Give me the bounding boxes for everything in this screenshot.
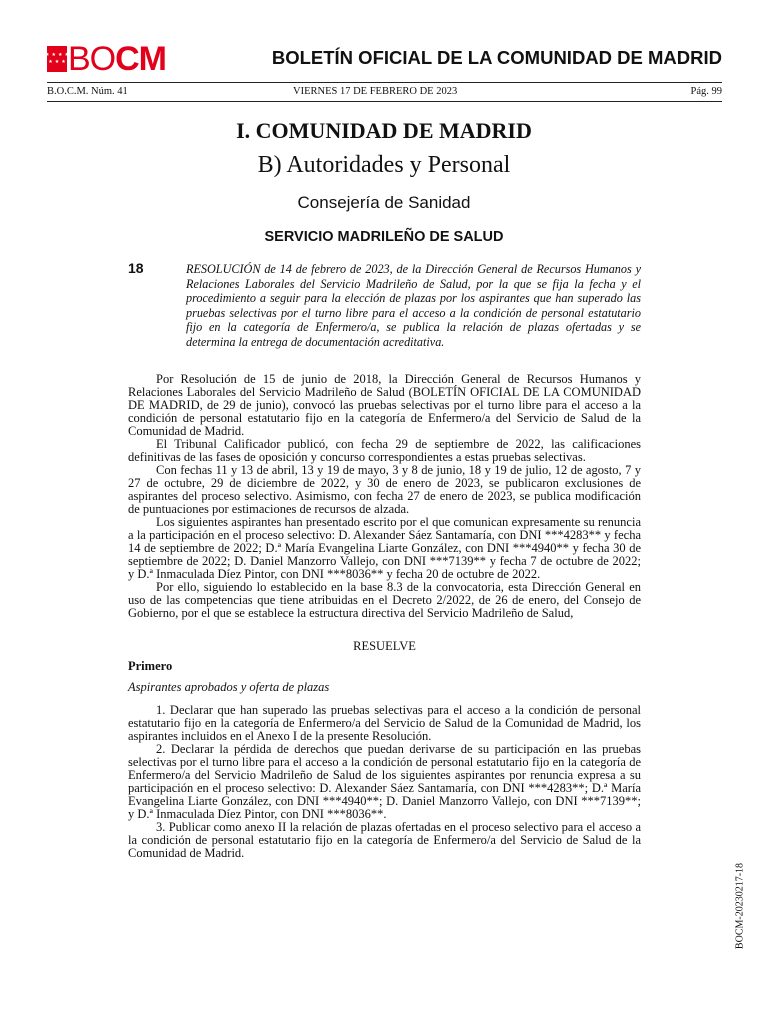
- header-rule-top: [47, 82, 722, 83]
- logo-text-regular: BO: [68, 40, 116, 78]
- issue-number: B.O.C.M. Núm. 41: [47, 86, 128, 97]
- page-number: Pág. 99: [690, 86, 722, 97]
- body-paragraph: Los siguientes aspirantes han presentado escrito por el que comunican expresamente su renuncia a la participación en el proceso selectivo: D. Alexander Sáez Santamaría, con DNI ***4283** y fecha 14 de septiembre de 2022; D.ª María Evangelina Liarte González, con DNI ***4940** y fecha 30 de septiembre de 2022; D. Daniel Manzorro Vallejo, con DNI ***7139** y fecha 7 de octubre de 2022; y D.ª Inmaculada Díez Pintor, con DNI ***8036** y fecha 20 de octubre de 2022.: [128, 515, 641, 581]
- header-rule-bottom: [47, 101, 722, 102]
- primero-heading: Primero: [128, 659, 173, 673]
- resolution-item: 1. Declarar que han superado las pruebas selectivas para el acceso a la condición de personal estatutario fijo en la categoría de Enfermero/a del Servicio de Salud de la Comunidad de Madrid, los aspirantes incluidos en el Anexo I de la presente Resolución.: [128, 703, 641, 743]
- resolution-item: 2. Declarar la pérdida de derechos que puedan derivarse de su participación en las pruebas selectivas por el turno libre para el acceso a la condición de personal estatutario fijo en la categoría de Enfermero/a del Servicio Madrileño de Salud de los siguientes aspirantes por renuncia expresa a su participación en el proceso selectivo: D. Alexander Sáez Santamaría, con DNI ***4283**; D.ª María Evangelina Liarte González, con DNI ***4940**; D. Daniel Manzorro Vallejo, con DNI ***7139**; y D.ª Inmaculada Díez Pintor, con DNI ***8036**.: [128, 742, 641, 821]
- service-heading: SERVICIO MADRILEÑO DE SALUD: [264, 229, 504, 245]
- resolution-item: 3. Publicar como anexo II la relación de plazas ofertadas en el proceso selectivo para el acceso a la condición de personal estatutario fijo en la categoría de Enfermero/a del Servicio de Salud de la Comunidad de Madrid.: [128, 820, 641, 860]
- section-heading: I. COMUNIDAD DE MADRID: [236, 118, 532, 143]
- logo-text-bold: CM: [115, 40, 167, 78]
- entry-number: 18: [128, 260, 144, 276]
- entry-summary: RESOLUCIÓN de 14 de febrero de 2023, de la Dirección General de Recursos Humanos y Relaciones Laborales del Servicio Madrileño de Salud, por la que se fija la fecha y el procedimiento a seguir para la elección de plazas por los aspirantes que han superado las pruebas selectivas por el turno libre para el acceso a la condición de personal estatutario fijo en la categoría de Enfermero/a, se publica la relación de plazas ofertadas y se determina la entrega de documentación acreditativa.: [186, 262, 641, 349]
- department-heading: Consejería de Sanidad: [297, 193, 471, 212]
- body-paragraph: Con fechas 11 y 13 de abril, 13 y 19 de mayo, 3 y 8 de junio, 18 y 19 de julio, 12 de agosto, 7 y 27 de octubre, 29 de diciembre de 2022, y 30 de enero de 2023, se publicaron exclusiones de aspirantes del proceso selectivo. Asimismo, con fecha 27 de enero de 2023, se publica modificación de puntuaciones por estimaciones de recursos de alzada.: [128, 463, 641, 516]
- body-paragraph: Por Resolución de 15 de junio de 2018, la Dirección General de Recursos Humanos y Relaciones Laborales del Servicio Madrileño de Salud (BOLETÍN OFICIAL DE LA COMUNIDAD DE MADRID, de 29 de junio), convocó las pruebas selectivas por el turno libre para el acceso a la condición de personal estatutario fijo en la categoría de Enfermero/a del Servicio de Salud de la Comunidad de Madrid.: [128, 372, 641, 438]
- bocm-side-code: BOCM-20230217-18: [734, 862, 746, 950]
- body-paragraph: Por ello, siguiendo lo establecido en la base 8.3 de la convocatoria, esta Dirección General en uso de las competencias que tiene atribuidas en el Decreto 2/2022, de 26 de enero, del Consejo de Gobierno, por el que se establece la estructura directiva del Servicio Madrileño de Salud,: [128, 580, 641, 620]
- logo-text: [68, 42, 166, 76]
- primero-subtitle: Aspirantes aprobados y oferta de plazas: [128, 680, 330, 694]
- issue-date: VIERNES 17 DE FEBRERO DE 2023: [293, 86, 458, 97]
- body-paragraph: El Tribunal Calificador publicó, con fecha 29 de septiembre de 2022, las calificaciones definitivas de las fases de oposición y concurso correspondientes a estas pruebas selectivas.: [128, 437, 641, 464]
- bocm-logo: [47, 42, 166, 76]
- resolution-body: [128, 373, 641, 860]
- subsection-heading: B) Autoridades y Personal: [257, 152, 511, 178]
- masthead-title: BOLETÍN OFICIAL DE LA COMUNIDAD DE MADRID: [271, 47, 722, 68]
- madrid-flag-icon: ★ ★ ★ ★ ★ ★ ★: [47, 46, 67, 72]
- resuelve-heading: RESUELVE: [353, 639, 416, 653]
